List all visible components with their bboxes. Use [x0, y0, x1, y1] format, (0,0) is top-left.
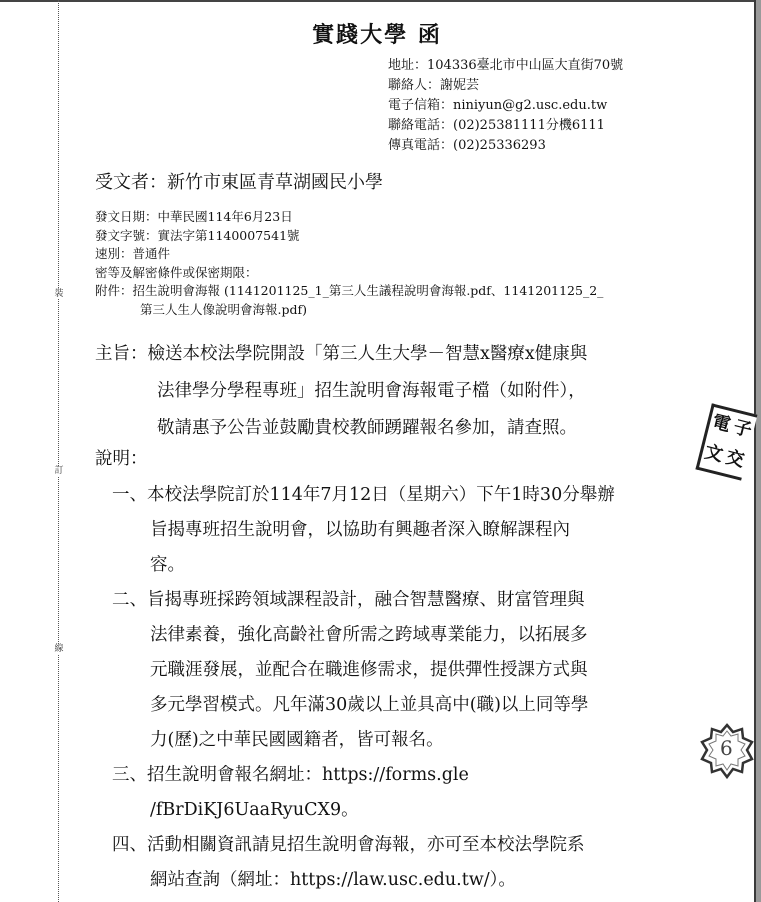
stamp-char-1: 電 [710, 411, 733, 437]
item-3-line-2: /fBrDiKJ6UaaRyuCX9。 [150, 800, 359, 820]
contact-phone: 聯絡電話：(02)25381111分機6111 [388, 118, 605, 133]
item-4-line-2: 網站查詢（網址：https://law.usc.edu.tw/）。 [150, 870, 516, 890]
item-4-line-1: 四、活動相關資訊請見招生說明會海報，亦可至本校法學院系 [112, 835, 585, 855]
subject-block [95, 336, 587, 447]
subject-line-3: 敬請惠予公告並鼓勵貴校教師踴躍報名參加，請查照。 [157, 418, 577, 438]
item-3-line-1: 三、招生說明會報名網址：https://forms.gle [112, 765, 469, 785]
document-title: 實踐大學 函 [312, 22, 442, 48]
explanation-items [112, 478, 615, 898]
item-2-line-2: 法律素養，強化高齡社會所需之跨域專業能力，以拓展多 [150, 625, 588, 645]
stamp-char-2: 子 [731, 416, 754, 442]
subject-line-1: 主旨：檢送本校法學院開設「第三人生大學－智慧x醫療x健康與 [95, 344, 588, 364]
binding-mark-bottom: 線 [54, 644, 64, 654]
binding-mark-top: 裝 [54, 289, 64, 299]
item-2-line-1: 二、旨揭專班採跨領域課程設計，融合智慧醫療、財富管理與 [112, 590, 585, 610]
recipient: 受文者：新竹市東區青草湖國民小學 [95, 172, 383, 193]
right-shadow [756, 0, 761, 902]
contact-person: 聯絡人：謝妮芸 [388, 78, 480, 93]
attachment-line-1: 附件：招生說明會海報 (1141201125_1_第三人生議程說明會海報.pdf、1141201125_2_ [95, 283, 604, 298]
stamp-char-3: 文 [702, 441, 726, 467]
speed-class: 速別：普通件 [95, 246, 171, 261]
binding-mark-middle: 訂 [54, 466, 64, 476]
document-number: 發文字號：實法字第1140007541號 [95, 227, 300, 243]
secrecy-level: 密等及解密條件或保密期限： [95, 264, 258, 280]
stamp-char-4: 交 [723, 446, 747, 472]
item-1-line-2: 旨揭專班招生說明會，以協助有興趣者深入瞭解課程內 [150, 520, 570, 540]
contact-address: 地址：104336臺北市中山區大直街70號 [388, 58, 624, 73]
explanation-heading: 說明： [95, 449, 148, 469]
subject-line-2: 法律學分學程專班」招生說明會海報電子檔（如附件）， [157, 381, 586, 401]
contact-block [388, 56, 623, 156]
issue-date: 發文日期：中華民國114年6月23日 [95, 209, 293, 224]
top-border [0, 0, 756, 2]
binding-dotted-line [58, 0, 59, 902]
contact-fax: 傳真電話：(02)25336293 [388, 138, 546, 153]
item-2-line-3: 元職涯發展，並配合在職進修需求，提供彈性授課方式與 [150, 660, 588, 680]
page-number: 6 [720, 736, 733, 760]
item-2-line-5: 力(歷)之中華民國國籍者，皆可報名。 [150, 730, 444, 750]
contact-email: 電子信箱：niniyun@g2.usc.edu.tw [388, 98, 608, 113]
attachment-line-2: 第三人生人像說明會海報.pdf) [140, 301, 307, 317]
item-2-line-4: 多元學習模式。凡年滿30歲以上並具高中(職)以上同等學 [150, 695, 589, 715]
item-1-line-3: 容。 [150, 555, 185, 575]
item-1-line-1: 一、本校法學院訂於114年7月12日（星期六）下午1時30分舉辦 [112, 485, 615, 505]
electronic-doc-stamp [695, 403, 757, 480]
meta-block [95, 208, 603, 319]
